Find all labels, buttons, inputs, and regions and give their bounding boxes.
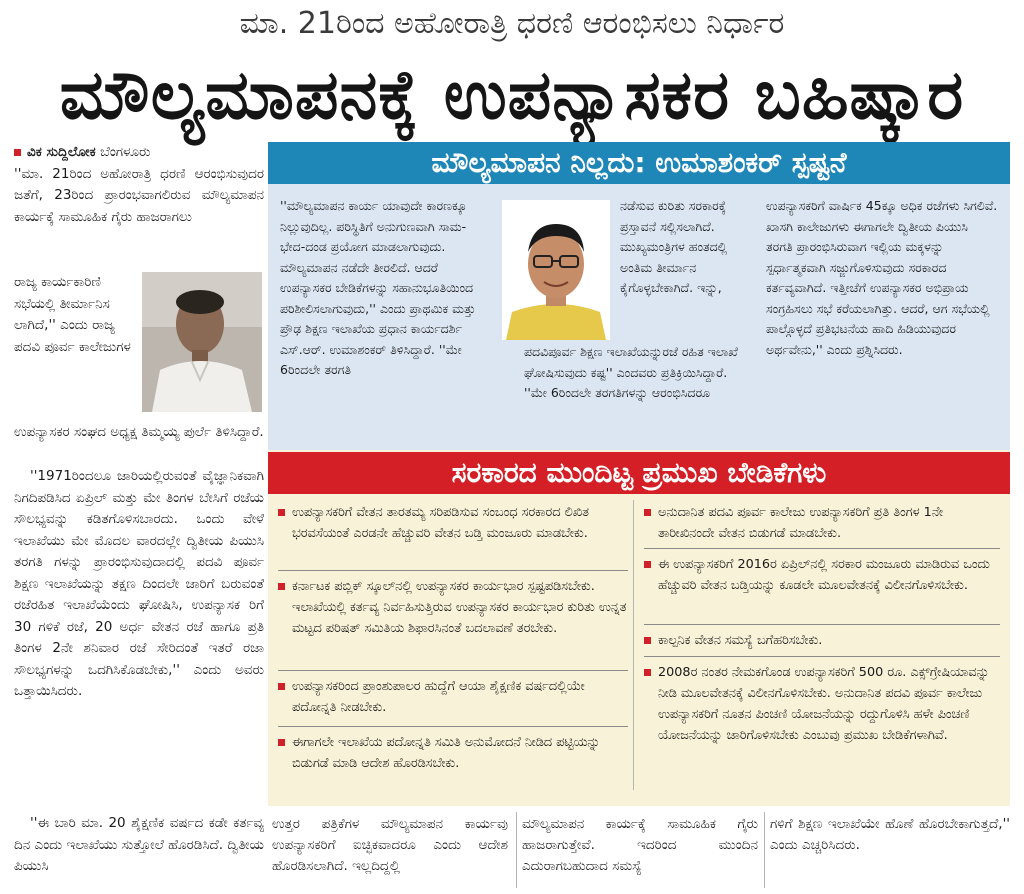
demands-divider xyxy=(633,500,634,790)
demand-separator xyxy=(644,624,1000,625)
demand-item: ಈ ಉಪನ್ಯಾಸಕರಿಗೆ 2016ರ ಏಪ್ರಿಲ್‌ನಲ್ಲಿ ಸರಕಾರ ಮಂಜೂರು ಮಾಡಿರುವ ಒಂದು ಹೆಚ್ಚುವರಿ ವೇತನ ಬಡ್ತಿಯನ್ನು ಕೂಡಲೇ ಮೂಲವೇತನಕ್ಕೆ ವಿಲೀನಗೊಳಿಸಬೇಕು. xyxy=(642,554,998,596)
man-in-white-shirt-photo-icon xyxy=(142,272,262,412)
byline-source: ವಿಕ ಸುದ್ದಿಲೋಕ xyxy=(27,144,96,160)
column-rule xyxy=(764,812,765,888)
bottom-col-2: ಉತ್ತರ ಪತ್ರಿಕೆಗಳ ಮೌಲ್ಯಮಾಪನ ಕಾರ್ಯವು ಉಪನ್ಯಾಸಕರಿಗೆ ಐಚ್ಛಿಕವಾದರೂ ಎಂದು ಆದೇಶ ಹೊರಡಿಸಲಾಗಿದೆ. ಇಲ್ಲದಿದ್ದಲ್ಲಿ xyxy=(272,816,508,874)
demand-separator xyxy=(278,570,628,571)
demand-item: ಉಪನ್ಯಾಸಕರಿಗೆ ವೇತನ ತಾರತಮ್ಯ ಸರಿಪಡಿಸುವ ಸಂಬಂಧ ಸರಕಾರದ ಲಿಖಿತ ಭರವಸೆಯಂತೆ ಎರಡನೇ ಹೆಚ್ಚುವರಿ ವೇತನ ಬಡ್ತಿ ಮಂಜೂರು ಮಾಡಬೇಕು. xyxy=(276,502,632,544)
main-headline: ಮೌಲ್ಯಮಾಪನಕ್ಕೆ ಉಪನ್ಯಾಸಕರ ಬಹಿಷ್ಕಾರ xyxy=(59,56,965,135)
left-after-photo-text: ಉಪನ್ಯಾಸಕರ ಸಂಘದ ಅಧ್ಯಕ್ಷ ತಿಮ್ಮಯ್ಯ ಪುರ್ಲೆ ತಿಳಿಸಿದ್ದಾರೆ. xyxy=(14,424,264,440)
byline-bullet-icon xyxy=(14,149,21,156)
umashankar-photo xyxy=(502,200,610,340)
bottom-col-3: ಮೌಲ್ಯಮಾಪನ ಕಾರ್ಯಕ್ಕೆ ಸಾಮೂಹಿಕ ಗೈರು ಹಾಜರಾಗುತ್ತೇವೆ. ಇದರಿಂದ ಮುಂದಿನ ಎದುರಾಗಬಹುದಾದ ಸಮಸ್ಯೆ xyxy=(522,816,758,874)
left-wrap-text: ರಾಜ್ಯ ಕಾರ್ಯಕಾರಿಣಿ ಸಭೆಯಲ್ಲಿ ತೀರ್ಮಾನಿಸ ಲಾಗಿದೆ,'' ಎಂದು ರಾಜ್ಯ ಪದವಿ ಪೂರ್ವ ಕಾಲೇಜುಗಳ xyxy=(14,274,131,355)
byline xyxy=(14,142,264,164)
clarification-col-1: ''ಮೌಲ್ಯಮಾಪನ ಕಾರ್ಯ ಯಾವುದೇ ಕಾರಣಕ್ಕೂ ನಿಲ್ಲುವುದಿಲ್ಲ. ಪರಿಸ್ಥಿತಿಗೆ ಅನುಗುಣವಾಗಿ ಸಾಮ-ಭೇದ-ದಂಡ ಪ್ರಯೋಗ ಮಾಡಲಾಗುವುದು. ಮೌಲ್ಯಮಾಪನ ನಡೆದೇ ತೀರಲಿದೆ. ಆದರೆ ಉಪನ್ಯಾಸಕರ ಬೇಡಿಕೆಗಳನ್ನು ಸಹಾನುಭೂತಿಯಿಂದ ಪರಿಶೀಲಿಸಲಾಗುವುದು,'' ಎಂದು ಪ್ರಾಥಮಿಕ ಮತ್ತು ಪ್ರೌಢ ಶಿಕ್ಷಣ ಇಲಾಖೆಯ ಪ್ರಧಾನ ಕಾರ್ಯದರ್ಶಿ ಎಸ್.ಆರ್. ಉಮಾಶಂಕರ್ ತಿಳಿಸಿದ್ದಾರೆ. ''ಮೇ 6ರಿಂದಲೇ ತರಗತಿ xyxy=(280,198,476,377)
demand-item: ಉಪನ್ಯಾಸಕರಿಂದ ಪ್ರಾಂಶುಪಾಲರ ಹುದ್ದೆಗೆ ಆಯಾ ಶೈಕ್ಷಣಿಕ ವರ್ಷದಲ್ಲಿಯೇ ಪದೋನ್ನತಿ ನೀಡಬೇಕು. xyxy=(276,676,632,718)
demand-item: 2008ರ ನಂತರ ನೇಮಕಗೊಂಡ ಉಪನ್ಯಾಸಕರಿಗೆ 500 ರೂ. ಎಕ್ಸ್‌ಗ್ರೇಷಿಯಾವನ್ನು ನೀಡಿ ಮೂಲವೇತನಕ್ಕೆ ವಿಲೀನಗೊಳಿಸಬೇಕು. ಅನುದಾನಿತ ಪದವಿ ಪೂರ್ವ ಕಾಲೇಜು ಉಪನ್ಯಾಸಕರಿಗೆ ನೂತನ ಪಿಂಚಣಿ ಯೋಜನೆಯನ್ನು ರದ್ದುಗೊಳಿಸಿ ಹಳೇ ಪಿಂಚಣಿ ಯೋಜನೆಯನ್ನು ಜಾರಿಗೊಳಿಸಬೇಕು ಎಂಬುವು ಪ್ರಮುಖ ಬೇಡಿಕೆಗಳಾಗಿವೆ. xyxy=(642,662,998,746)
clarification-col-2-bottom: ಪದವಿಪೂರ್ವ ಶಿಕ್ಷಣ ಇಲಾಖೆಯನ್ನುರಜೆ ರಹಿತ ಇಲಾಖೆ ಘೋಷಿಸುವುದು ಕಷ್ಟ'' ಎಂದವರು ಪ್ರತಿಕ್ರಿಯಿಸಿದ್ದಾರೆ. ''ಮೇ 6ರಿಂದಲೇ ತರಗತಿಗಳನ್ನು ಆರಂಭಿಸಿದರೂ xyxy=(524,344,738,400)
demand-separator xyxy=(644,656,1000,657)
demand-item: ಕರ್ನಾಟಕ ಪಬ್ಲಿಕ್ ಸ್ಕೂಲ್‌ನಲ್ಲಿ ಉಪನ್ಯಾಸಕರ ಕಾರ್ಯಭಾರ ಸ್ಪಷ್ಟಪಡಿಸಬೇಕು. ಇಲಾಖೆಯಲ್ಲಿ ಕರ್ತವ್ಯ ನಿರ್ವಹಿಸುತ್ತಿರುವ ಉಪನ್ಯಾಸಕರ ಕಾರ್ಯಭಾರ ಕುರಿತು ಉನ್ನತ ಮಟ್ಟದ ಪರಿಷತ್ ಸಮಿತಿಯ ಶಿಫಾರಸಿನಂತೆ ಬದಲಾವಣೆ ತರಬೇಕು. xyxy=(276,576,632,639)
left-para2: ''1971ರಿಂದಲೂ ಜಾರಿಯಲ್ಲಿರುವಂತೆ ವೈಜ್ಞಾನಿಕವಾಗಿ ನಿಗದಿಪಡಿಸಿದ ಏಪ್ರಿಲ್ ಮತ್ತು ಮೇ ತಿಂಗಳ ಬೇಸಿಗೆ ರಜೆಯ ಸೌಲಭ್ಯವನ್ನು ಕಡಿತಗೊಳಿಸಬಾರದು. ಒಂದು ವೇಳೆ ಇಲಾಖೆಯು ಮೇ ಮೊದಲ ವಾರದಲ್ಲೇ ದ್ವಿತೀಯ ಪಿಯುಸಿ ತರಗತಿ ಗಳನ್ನು ಪ್ರಾರಂಭಿಸುವುದಾದಲ್ಲಿ ಪದವಿ ಪೂರ್ವ ಶಿಕ್ಷಣ ಇಲಾಖೆಯನ್ನು ತಕ್ಷಣ ದಿಂದಲೇ ಜಾರಿಗೆ ಬರುವಂತೆ ರಜೆರಹಿತ ಇಲಾಖೆಯೆಂದು ಘೋಷಿಸಿ, ಉಪನ್ಯಾಸಕ ರಿಗೆ 30 ಗಳಿಕೆ ರಜೆ, 20 ಅರ್ಧ ವೇತನ ರಜೆ ಹಾಗೂ ಪ್ರತಿ ತಿಂಗಳ 2ನೇ ಶನಿವಾರ ರಜೆ ಸೇರಿದಂತೆ ಇತರೆ ರಜಾ ಸೌಲಭ್ಯಗಳನ್ನು ಒದಗಿಸಿಕೊಡಬೇಕು,'' ಎಂದು ಅವರು ಒತ್ತಾಯಿಸಿದರು. xyxy=(14,468,264,699)
left-column xyxy=(14,142,264,228)
clarification-col-3: ಉಪನ್ಯಾಸಕರಿಗೆ ವಾರ್ಷಿಕ 45ಕ್ಕೂ ಅಧಿಕ ರಜೆಗಳು ಸಿಗಲಿವೆ. ಖಾಸಗಿ ಕಾಲೇಜುಗಳು ಈಗಾಗಲೇ ದ್ವಿತೀಯ ಪಿಯುಸಿ ತರಗತಿ ಪ್ರಾರಂಭಿಸಿರುವಾಗ ಇಲ್ಲಿಯ ಮಕ್ಕಳನ್ನು ಸ್ಪರ್ಧಾತ್ಮಕವಾಗಿ ಸಜ್ಜುಗೊಳಿಸುವುದು ಸರಕಾರದ ಕರ್ತವ್ಯವಾಗಿದೆ. ಇತ್ತೀಚೆಗೆ ಉಪನ್ಯಾಸಕರ ಅಭಿಪ್ರಾಯ ಸಂಗ್ರಹಿಸಲು ಸಭೆ ಕರೆಯಲಾಗಿತ್ತು. ಆದರೆ, ಆಗ ಸಭೆಯಲ್ಲಿ ಪಾಲ್ಗೊಳ್ಳದೆ ಪ್ರತಿಭಟನೆಯ ಹಾದಿ ಹಿಡಿಯುವುದರ ಅರ್ಥವೇನು,'' ಎಂದು ಪ್ರಶ್ನಿಸಿದರು. xyxy=(766,198,998,357)
demands-banner xyxy=(268,452,1010,494)
demand-item: ಕಾಲ್ಪನಿಕ ವೇತನ ಸಮಸ್ಯೆ ಬಗೆಹರಿಸಬೇಕು. xyxy=(642,630,998,651)
clarification-col-2-top: ನಡೆಸುವ ಕುರಿತು ಸರಕಾರಕ್ಕೆ ಪ್ರಸ್ತಾವನೆ ಸಲ್ಲಿಸಲಾಗಿದೆ. ಮುಖ್ಯಮಂತ್ರಿಗಳ ಹಂತದಲ್ಲಿ ಅಂತಿಮ ತೀರ್ಮಾನ ಕೈಗೊಳ್ಳಬೇಕಾಗಿದೆ. ಇನ್ನು, xyxy=(620,198,728,295)
column-rule xyxy=(516,812,517,888)
demand-separator xyxy=(644,548,1000,549)
clarification-banner xyxy=(268,142,1010,184)
demand-item: ಅನುದಾನಿತ ಪದವಿ ಪೂರ್ವ ಕಾಲೇಜು ಉಪನ್ಯಾಸಕರಿಗೆ ಪ್ರತಿ ತಿಂಗಳ 1ನೇ ತಾರೀಖಿನಂದೇ ವೇತನ ಬಿಡುಗಡೆ ಮಾಡಬೇಕು. xyxy=(642,502,998,544)
demand-item: ಈಗಾಗಲೇ ಇಲಾಖೆಯ ಪದೋನ್ನತಿ ಸಮಿತಿ ಅನುಮೋದನೆ ನೀಡಿದ ಪಟ್ಟಿಯನ್ನು ಬಿಡುಗಡೆ ಮಾಡಿ ಆದೇಶ ಹೊರಡಿಸಬೇಕು. xyxy=(276,732,632,774)
man-with-glasses-photo-icon xyxy=(502,200,610,340)
left-intro-text: ''ಮಾ. 21ರಿಂದ ಅಹೋರಾತ್ರಿ ಧರಣಿ ಆರಂಭಿಸುವುದರ ಜತೆಗೆ, 23ರಿಂದ ಪ್ರಾರಂಭವಾಗಲಿರುವ ಮೌಲ್ಯಮಾಪನ ಕಾರ್ಯಕ್ಕೆ ಸಾಮೂಹಿಕ ಗೈರು ಹಾಜರಾಗಲು xyxy=(14,165,264,225)
clarification-title: ಮೌಲ್ಯಮಾಪನ ನಿಲ್ಲದು: ಉಮಾಶಂಕರ್ ಸ್ಪಷ್ಟನೆ xyxy=(431,146,847,179)
demands-title: ಸರಕಾರದ ಮುಂದಿಟ್ಟ ಪ್ರಮುಖ ಬೇಡಿಕೆಗಳು xyxy=(451,456,827,489)
bottom-col-4: ಗಳಿಗೆ ಶಿಕ್ಷಣ ಇಲಾಖೆಯೇ ಹೊಣೆ ಹೊರಬೇಕಾಗುತ್ತದೆ,'' ಎಂದು ಎಚ್ಚರಿಸಿದರು. xyxy=(770,816,1010,853)
demand-separator xyxy=(278,726,628,727)
demand-separator xyxy=(278,670,628,671)
left-person-photo xyxy=(142,272,262,412)
byline-place: ಬೆಂಗಳೂರು xyxy=(100,144,151,160)
left-para3: ''ಈ ಬಾರಿ ಮಾ. 20 ಶೈಕ್ಷಣಿಕ ವರ್ಷದ ಕಡೇ ಕರ್ತವ್ಯ ದಿನ ಎಂದು ಇಲಾಖೆಯು ಸುತ್ತೋಲೆ ಹೊರಡಿಸಿದೆ. ದ್ವಿತೀಯ ಪಿಯುಸಿ xyxy=(14,815,264,874)
kicker-headline: ಮಾ. 21ರಿಂದ ಅಹೋರಾತ್ರಿ ಧರಣಿ ಆರಂಭಿಸಲು ನಿರ್ಧಾರ xyxy=(239,6,785,41)
